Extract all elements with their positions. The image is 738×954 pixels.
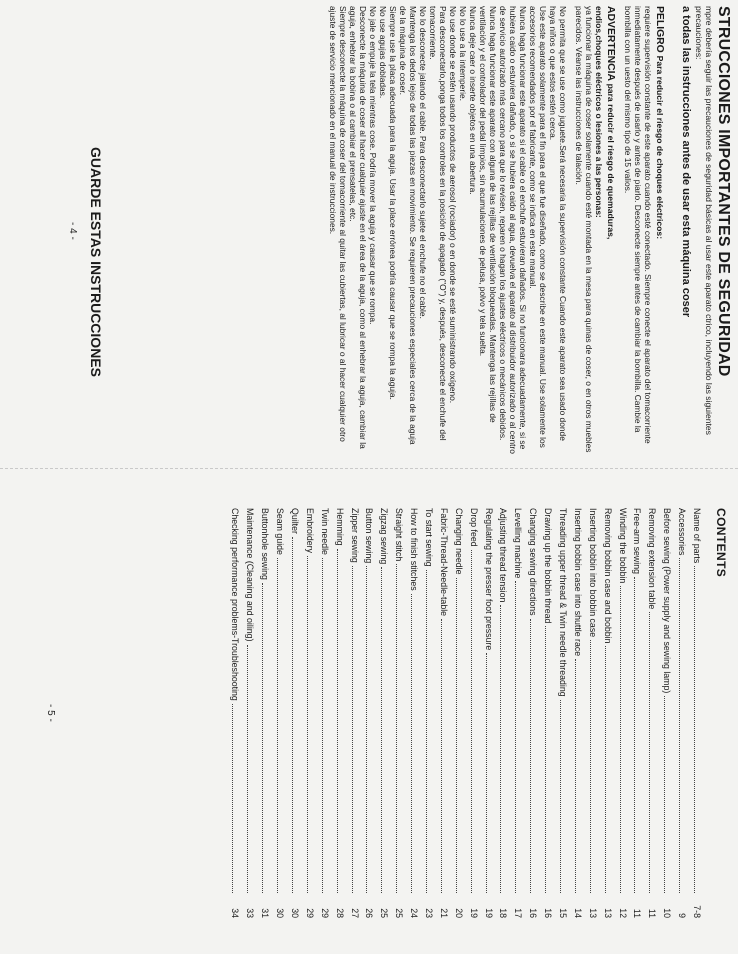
dot-leader [515, 581, 517, 893]
advertencia-heading [604, 6, 617, 456]
contents-entry-label: Embroidery [304, 508, 315, 553]
contents-entry [553, 508, 568, 918]
safety-paragraph-list [328, 6, 568, 456]
contents-entry-page: 18 [498, 908, 509, 918]
contents-entry [419, 508, 434, 918]
contents-entry-label: Drop feed [468, 508, 479, 547]
dot-leader [262, 583, 264, 893]
contents-entry [494, 508, 509, 918]
contents-entry-label: Buttonhole sewing [260, 508, 271, 580]
contents-entry-label: Accessories [677, 508, 688, 556]
contents-entry [672, 508, 687, 918]
contents-entry [300, 508, 315, 918]
dot-leader [575, 659, 577, 893]
contents-entry-page: 11 [647, 908, 658, 918]
contents-entry [240, 508, 255, 918]
dot-leader [590, 640, 592, 893]
safety-paragraph: No permita que se use como juguete.Será necesaria la supervisión constante Cuando este aparato sea usado donde haya niños o que estos estén cerca. [548, 6, 568, 441]
contents-entry-label: Twin needle [319, 508, 330, 555]
safety-paragraph: No use donde se estén usando productos de aerosol (rociador) o en donde se esté suministrando oxígeno. [448, 6, 458, 404]
safety-intro: mpre debería seguir las precauciones de seguridad básicas al usar este aparato ctrico, incluyendo las siguientes precauciones: [693, 6, 714, 435]
safety-paragraph: Nunca haga funcionar este aparato con alguna de las rejillas de ventilación bloqueadas. Mantenga las rejillas de ventilación y el controlador del pedal limpios, sin acumulaciones de pelusa, polvo y tela suelta. [478, 6, 498, 423]
contents-entry [479, 508, 494, 918]
right-page [12, 508, 732, 928]
contents-entry-label: Threading upper thread & Twin needle threading [557, 508, 568, 697]
contents-entry-label: Seam guide [275, 508, 286, 555]
save-instructions-footer: GUARDE ESTAS INSTRUCCIONES [88, 147, 104, 377]
dot-leader [292, 537, 294, 893]
dot-leader [471, 550, 473, 893]
contents-entry-page: 29 [319, 908, 330, 918]
contents-entry-page: 25 [394, 908, 405, 918]
advertencia-label: ADVERTENCIA [605, 6, 616, 81]
dot-leader [620, 586, 622, 893]
contents-entry-page: 20 [453, 908, 464, 918]
contents-entry [449, 508, 464, 918]
safety-subtitle: a todas las instrucciones antes de usar esta máquina coser [680, 6, 692, 318]
contents-entry [628, 508, 643, 918]
dot-leader [277, 558, 279, 893]
advertencia-text: ya funcionar la máquina de coser solamente cuando esté montada en la mesa para quinas de coser, o en otros muebles parecidos. Véanse las instrucciones de talación. [574, 6, 594, 453]
contents-entry-label: Levelling machine [513, 508, 524, 579]
peligro-subheading: Para reducir el riesgo de choques eléctricos: [655, 55, 665, 240]
contents-entry [374, 508, 389, 918]
contents-entry [285, 508, 300, 918]
dot-leader [381, 567, 383, 893]
contents-entry-page: 13 [602, 908, 613, 918]
contents-entry [538, 508, 553, 918]
safety-title: STRUCCIONES IMPORTANTES DE SEGURIDAD [715, 6, 732, 377]
contents-entry [404, 508, 419, 918]
contents-entry [613, 508, 628, 918]
contents-entry-label: Changing sewing directions [528, 508, 539, 616]
contents-entry-page: 21 [438, 908, 449, 918]
contents-entry-label: Free-arm sewing [632, 508, 643, 574]
contents-entry-label: Checking performance problems-Troubleshooting [230, 508, 241, 701]
dot-leader [694, 566, 696, 893]
contents-entry [583, 508, 598, 918]
safety-paragraph: Desconecte la máquina de coser al hacer cualquier ajuste en el área de la aguja, como al enhebrar la aguja, cambiar la aguja, enhebrar la bobina o al cambiar el prensatelas, etc. [348, 6, 368, 449]
contents-entry-label: Removing extension table [647, 508, 658, 610]
safety-paragraph: Use este aparato solamente para el fin para el que fue diseñado, como se describe en este manual. Use solamente los accesorios recomendados por el fabricante, como se indica en este manual. [528, 6, 548, 448]
safety-paragraph: Mantenga los dedos lejos de todas las piezas en movimiento. Se requieren precauciones especiales cerca de la aguja de la máquina de coser. [398, 6, 418, 445]
contents-entry-label: Fabric-Thread-Needle-table [438, 508, 449, 617]
safety-paragraph: Siempre use la placa adecuada para la aguja. Usar la place errónea podría causar que se rompa la aguja. [388, 6, 398, 400]
peligro-text: requiere supervisión constante de este aparato cuando esté conectado. Siempre conecte el aparato del tomacorriente inmediatamente después de usarlo y antes de piarlo. Desconecte siempre antes de cambiar la bombilla. Cambie la bombilla con un uesto del mismo tipo de 15 valios. [623, 6, 653, 444]
contents-entry-label: Button sewing [364, 508, 375, 564]
contents-entry-label: Zipper sewing [349, 508, 360, 563]
contents-entry-label: Quilter [289, 508, 300, 534]
contents-entry-label: Inserting bobbin into bobbin case [587, 508, 598, 638]
contents-entry-page: 15 [557, 908, 568, 918]
safety-body [328, 6, 666, 456]
contents-entry-page: 26 [364, 908, 375, 918]
dot-leader [396, 564, 398, 893]
dot-leader [307, 556, 309, 893]
contents-entry [434, 508, 449, 918]
contents-entry-page: 28 [334, 908, 345, 918]
contents-entry-page: 30 [289, 908, 300, 918]
contents-entry [568, 508, 583, 918]
contents-entry-page: 13 [587, 908, 598, 918]
contents-entry-page: 12 [617, 908, 628, 918]
dot-leader [456, 578, 458, 893]
dot-leader [366, 566, 368, 893]
contents-entry [657, 508, 672, 918]
contents-entry-page: 16 [543, 908, 554, 918]
contents-entry-page: 9 [677, 913, 688, 918]
page-number-right: - 5 - [45, 704, 56, 722]
contents-entry-label: Name of parts [692, 508, 702, 564]
dot-leader [605, 646, 607, 893]
dot-leader [679, 558, 681, 893]
left-page [12, 6, 732, 461]
contents-entry [315, 508, 330, 918]
contents-entry [642, 508, 657, 918]
peligro-heading [653, 6, 666, 456]
contents-entry-page: 30 [275, 908, 286, 918]
contents-entry [523, 508, 538, 918]
contents-entry-page: 16 [528, 908, 539, 918]
contents-entry-label: Inserting bobbin case into shuttle race [572, 508, 583, 657]
contents-entry-page: 19 [483, 908, 494, 918]
contents-entry [598, 508, 613, 918]
dot-leader [337, 549, 339, 893]
contents-entry [360, 508, 375, 918]
contents-entry-label: Before sewing (Power supply and sewing lamp) [662, 508, 673, 694]
safety-paragraph: Nunca haga funcionar este aparato si el cable o el enchufe estuvieran dañados. Si no funcionara adecuadamente, si se hubiera caido o estuviera dañado, o si se hubiera caido al agua, devuelva el aparato al distribuidor autorizado o al centro de servicio autorizado más cercano para que lo revisen, reparen o hagan los ajustes eléctricos o mecánicos debidos. [498, 6, 528, 454]
dot-leader [426, 570, 428, 893]
page-fold [0, 468, 738, 469]
contents-entry [464, 508, 479, 918]
contents-entry-page: 27 [349, 908, 360, 918]
safety-paragraph: No lo desconecte jalando el cable. Para desconectarlo sujete el enchufe no el cable. [418, 6, 428, 319]
contents-entry [687, 508, 702, 918]
safety-paragraph: No jale o empuje la tela mientras cose. Podría mover la aguja y causar que se rompa. [368, 6, 378, 325]
contents-entry-label: Zigzag sewing [379, 508, 390, 565]
peligro-label: PELIGRO [654, 6, 665, 53]
contents-entry-page: 33 [245, 908, 256, 918]
dot-leader [247, 645, 249, 893]
contents-list [226, 508, 703, 918]
contents-entry-page: 29 [304, 908, 315, 918]
contents-entry-page: 19 [468, 908, 479, 918]
contents-entry-label: How to finish stitches [409, 508, 420, 591]
dot-leader [649, 612, 651, 893]
advertencia-subheading: para reducir el riesgo de quemaduras, [606, 83, 616, 240]
dot-leader [486, 653, 488, 893]
contents-entry-label: Maintenance (Cleaning and oiling) [245, 508, 256, 642]
dot-leader [232, 704, 234, 893]
contents-entry-page: 25 [379, 908, 390, 918]
contents-entry [330, 508, 345, 918]
contents-entry-label: Hemming [334, 508, 345, 546]
contents-entry [226, 508, 241, 918]
dot-leader [411, 594, 413, 893]
dot-leader [664, 696, 666, 893]
contents-entry-page: 23 [423, 908, 434, 918]
page-number-left: - 4 - [67, 222, 78, 240]
dot-leader [530, 619, 532, 893]
contents-entry-page: 34 [230, 908, 241, 918]
dot-leader [560, 700, 562, 893]
safety-paragraph: No use agujas dobladas. [378, 6, 388, 99]
contents-entry-page: 11 [632, 908, 643, 918]
contents-title: CONTENTS [714, 508, 728, 578]
contents-entry-page: 31 [260, 908, 271, 918]
contents-entry-label: Winding the bobbin [617, 508, 628, 584]
contents-entry [270, 508, 285, 918]
contents-entry-page: 10 [662, 908, 673, 918]
dot-leader [545, 626, 547, 893]
contents-entry [389, 508, 404, 918]
contents-entry-page: 17 [513, 908, 524, 918]
contents-entry-page: 24 [409, 908, 420, 918]
dot-leader [441, 619, 443, 893]
contents-entry-label: To start sewing [423, 508, 434, 567]
contents-entry [345, 508, 360, 918]
contents-entry-page: 14 [572, 908, 583, 918]
dot-leader [322, 558, 324, 893]
dot-leader [352, 566, 354, 893]
safety-paragraph: Para desconectarlo,ponga todos los controles en la posición de apagado ("O") y, después, desconecte el enchufe del tomacorriente. [428, 6, 448, 441]
dot-leader [634, 577, 636, 893]
safety-paragraph: Siempre desconecte la máquina de coser del tomacorriente al quitar las cubiertas, al lubricar o al hacer cualquier otro ajuste de servicio mencionado en el manual de instrucciones. [328, 6, 348, 442]
contents-entry-label: Changing needle [453, 508, 464, 575]
contents-entry-label: Drawing up the bobbin thread [543, 508, 554, 624]
contents-entry-label: Regulating the presser foot pressure [483, 508, 494, 651]
advertencia-line2: endios,choques eléctricos o lesiones a las personas: [594, 6, 604, 218]
contents-entry-label: Adjusting thread tension [498, 508, 509, 603]
contents-entry [508, 508, 523, 918]
contents-entry-page: 7-8 [692, 905, 702, 918]
contents-entry [255, 508, 270, 918]
contents-entry-label: Straight stitch [394, 508, 405, 562]
safety-paragraph: Nunca deje caer o inserte objetos en una abertura. [468, 6, 478, 195]
dot-leader [500, 605, 502, 893]
contents-entry-label: Removing bobbin case and bobbin [602, 508, 613, 644]
safety-paragraph: No lo use a la intemperie. [458, 6, 468, 101]
